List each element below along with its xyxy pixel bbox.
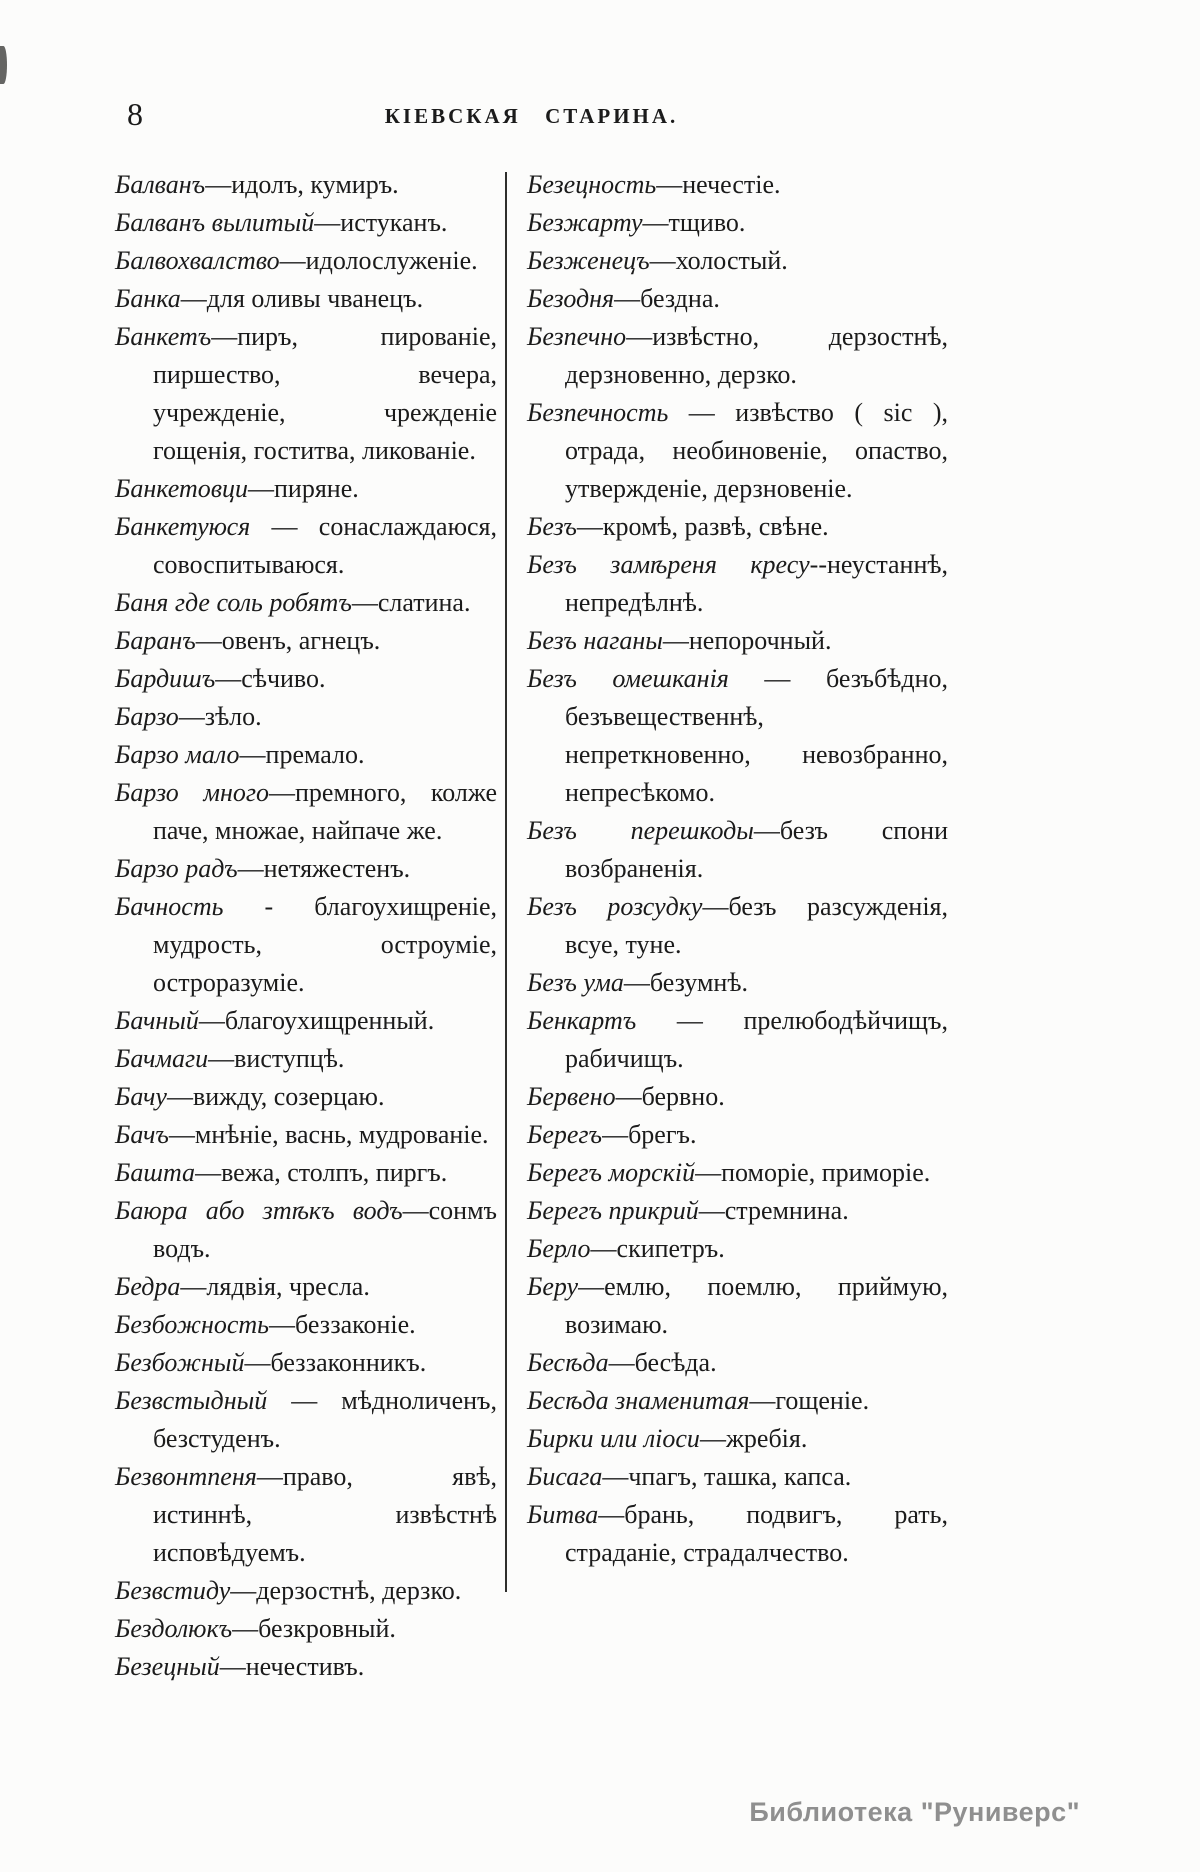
entry-definition: безъ разсужденія, всуе, туне. xyxy=(565,892,948,959)
entry-headword: Безвстиду xyxy=(115,1576,231,1605)
page-number: 8 xyxy=(127,96,143,132)
entry-headword: Башта xyxy=(115,1158,196,1187)
entry-separator: — xyxy=(698,1196,725,1225)
entry-definition: зѣло. xyxy=(204,702,262,731)
entry-definition: виступцѣ. xyxy=(234,1044,345,1073)
entry-separator: — xyxy=(702,892,729,921)
entry-separator: — xyxy=(195,626,222,655)
entry-definition: для оливы чванецъ. xyxy=(206,284,424,313)
entry-separator: — xyxy=(195,1158,222,1187)
entry-headword: Банкетуюся xyxy=(115,512,251,541)
entry-separator: — xyxy=(178,702,205,731)
entry-separator: -- xyxy=(809,550,827,579)
entry-definition: вижду, созерцаю. xyxy=(192,1082,385,1111)
entry-definition: непорочный. xyxy=(688,626,832,655)
entry-separator: — xyxy=(695,1158,722,1187)
entry-definition: емлю, поемлю, приймую, возимаю. xyxy=(565,1272,948,1339)
entry-separator: — xyxy=(269,1310,295,1339)
dictionary-entry xyxy=(527,1420,948,1458)
entry-definition: сѣчиво. xyxy=(241,664,326,693)
entry-separator: — xyxy=(626,322,653,351)
entry-headword: Берло xyxy=(527,1234,591,1263)
dictionary-entry xyxy=(527,1192,948,1230)
entry-definition: холостый. xyxy=(675,246,788,275)
entry-definition: извѣстно, дерзостнѣ, дерзновенно, дерзко. xyxy=(565,322,948,389)
entry-headword: Безъ розсудку xyxy=(527,892,703,921)
entry-separator: — xyxy=(749,1386,776,1415)
dictionary-entry xyxy=(115,850,497,888)
entry-definition: вежа, столпъ, пиргъ. xyxy=(221,1158,448,1187)
entry-definition: овенъ, агнецъ. xyxy=(221,626,381,655)
entry-separator: — xyxy=(649,246,676,275)
entry-separator: — xyxy=(642,208,669,237)
entry-definition: нетяжестенъ. xyxy=(263,854,411,883)
dictionary-entry xyxy=(115,774,497,850)
entry-headword: Безъ замѣреня кресу xyxy=(527,550,810,579)
dictionary-entry xyxy=(115,1344,497,1382)
dictionary-entry xyxy=(115,1002,497,1040)
entry-separator: — xyxy=(615,1082,642,1111)
dictionary-entry xyxy=(527,1002,948,1078)
entry-separator: — xyxy=(239,740,266,769)
entry-headword: Безъ перешкоды xyxy=(527,816,754,845)
entry-headword: Балвохвалство xyxy=(115,246,280,275)
entry-definition: брань, подвигъ, рать, страданіе, страдалчество. xyxy=(565,1500,948,1567)
entry-headword: Безжарту xyxy=(527,208,643,237)
entry-definition: премало. xyxy=(265,740,365,769)
entry-separator: — xyxy=(668,398,736,427)
entry-headword: Бачъ xyxy=(115,1120,169,1149)
entry-headword: Бесѣда знаменитая xyxy=(527,1386,750,1415)
entry-separator: — xyxy=(256,1462,283,1491)
entry-separator: — xyxy=(614,284,641,313)
dictionary-column-left xyxy=(115,166,497,1686)
entry-definition: благоухищреніе, мудрость, остроуміе, остроразуміе. xyxy=(153,892,497,997)
dictionary-entry xyxy=(115,1192,497,1268)
dictionary-entry xyxy=(527,318,948,394)
entry-headword: Баня где соль робятъ xyxy=(115,588,352,617)
dictionary-entry xyxy=(115,584,497,622)
entry-separator: — xyxy=(219,1652,246,1681)
entry-definition: сонмъ водъ. xyxy=(153,1196,497,1263)
entry-headword: Банкетовци xyxy=(115,474,249,503)
entry-separator: — xyxy=(166,1082,193,1111)
entry-definition: мнѣніе, васнь, мудрованіе. xyxy=(194,1120,489,1149)
entry-headword: Безвонтпеня xyxy=(115,1462,257,1491)
entry-headword: Бачность xyxy=(115,892,224,921)
dictionary-entry xyxy=(527,964,948,1002)
dictionary-entry xyxy=(527,242,948,280)
entry-headword: Битва xyxy=(527,1500,599,1529)
entry-definition: мѣдноличенъ, безстуденъ. xyxy=(153,1386,497,1453)
entry-definition: пиряне. xyxy=(274,474,359,503)
dictionary-entry xyxy=(527,622,948,660)
entry-headword: Бездолюкъ xyxy=(115,1614,233,1643)
entry-headword: Безъ наганы xyxy=(527,626,663,655)
entry-definition: кромѣ, развѣ, свѣне. xyxy=(602,512,829,541)
entry-headword: Берегъ прикрий xyxy=(527,1196,699,1225)
dictionary-entry xyxy=(115,1116,497,1154)
entry-definition: сонаслаждаюся, совоспитываюся. xyxy=(153,512,497,579)
dictionary-columns xyxy=(115,166,948,1686)
entry-definition: беззаконіе. xyxy=(295,1310,416,1339)
entry-definition: истуканъ. xyxy=(340,208,448,237)
entry-definition: дерзостнѣ, дерзко. xyxy=(256,1576,462,1605)
entry-separator: — xyxy=(598,1500,625,1529)
entry-headword: Бардишъ xyxy=(115,664,216,693)
dictionary-entry xyxy=(527,1496,948,1572)
entry-headword: Барзо мало xyxy=(115,740,240,769)
entry-separator: — xyxy=(168,1120,195,1149)
entry-headword: Балванъ xyxy=(115,170,206,199)
entry-separator: — xyxy=(351,588,378,617)
entry-separator: - xyxy=(223,892,315,921)
entry-separator: — xyxy=(230,1576,257,1605)
dictionary-entry xyxy=(115,1268,497,1306)
dictionary-entry xyxy=(527,1154,948,1192)
entry-separator: — xyxy=(208,1044,235,1073)
dictionary-entry xyxy=(527,888,948,964)
entry-definition: пиръ, пированіе, пиршество, вечера, учрежденіе, чрежденіе гощенія, гоститва, ликованіе. xyxy=(153,322,497,465)
entry-separator: — xyxy=(608,1348,635,1377)
entry-definition: безумнѣ. xyxy=(649,968,748,997)
dictionary-entry xyxy=(115,508,497,584)
entry-separator: — xyxy=(198,1006,225,1035)
entry-headword: Берегъ xyxy=(527,1120,603,1149)
dictionary-entry xyxy=(527,1382,948,1420)
entry-separator: — xyxy=(699,1424,726,1453)
entry-separator: — xyxy=(656,170,683,199)
entry-separator: — xyxy=(578,1272,605,1301)
entry-definition: бесѣда. xyxy=(634,1348,717,1377)
entry-headword: Барзо много xyxy=(115,778,269,807)
entry-separator: — xyxy=(636,1006,744,1035)
dictionary-entry xyxy=(115,318,497,470)
entry-headword: Безпечно xyxy=(527,322,627,351)
entry-definition: идолослуженіе. xyxy=(305,246,478,275)
entry-definition: благоухищренный. xyxy=(224,1006,435,1035)
entry-separator: — xyxy=(215,664,242,693)
entry-definition: жребія. xyxy=(725,1424,808,1453)
entry-definition: безъбѣдно, безъвещественнѣ, непреткновенно, невозбранно, непресѣкомо. xyxy=(565,664,948,807)
entry-headword: Баюра або зтѣкъ водъ xyxy=(115,1196,403,1225)
entry-separator: — xyxy=(248,474,275,503)
entry-headword: Бесѣда xyxy=(527,1348,609,1377)
watermark: Библиотека "Руниверс" xyxy=(749,1797,1080,1827)
entry-definition: брегъ. xyxy=(628,1120,697,1149)
dictionary-entry xyxy=(527,508,948,546)
entry-headword: Балванъ вылитый xyxy=(115,208,315,237)
dictionary-entry xyxy=(115,622,497,660)
entry-separator: — xyxy=(279,246,306,275)
dictionary-entry xyxy=(115,470,497,508)
dictionary-entry xyxy=(527,1078,948,1116)
dictionary-entry xyxy=(115,660,497,698)
entry-definition: идолъ, кумиръ. xyxy=(231,170,399,199)
entry-definition: премного, колже паче, множае, найпаче же. xyxy=(153,778,497,845)
entry-headword: Бисага xyxy=(527,1462,603,1491)
entry-headword: Безецность xyxy=(527,170,657,199)
entry-definition: стремнина. xyxy=(724,1196,849,1225)
entry-definition: извѣство ( sic ), отрада, необиновеніе, опаство, утвержденіе, дерзновеніе. xyxy=(565,398,949,503)
dictionary-entry xyxy=(527,660,948,812)
dictionary-entry xyxy=(115,204,497,242)
entry-separator: — xyxy=(244,1348,271,1377)
dictionary-entry xyxy=(115,1040,497,1078)
entry-separator: — xyxy=(211,322,238,351)
entry-headword: Барзо xyxy=(115,702,179,731)
dictionary-entry xyxy=(115,1648,497,1686)
entry-headword: Безпечность xyxy=(527,398,669,427)
entry-separator: — xyxy=(250,512,319,541)
entry-headword: Барзо радъ xyxy=(115,854,238,883)
entry-headword: Бедра xyxy=(115,1272,181,1301)
entry-definition: неустаннѣ, непредѣлнѣ. xyxy=(565,550,948,617)
entry-headword: Бенкартъ xyxy=(527,1006,637,1035)
entry-headword: Бачмаги xyxy=(115,1044,209,1073)
entry-definition: бервно. xyxy=(641,1082,725,1111)
entry-definition: беззаконникъ. xyxy=(270,1348,427,1377)
dictionary-entry xyxy=(527,204,948,242)
dictionary-entry xyxy=(115,736,497,774)
dictionary-entry xyxy=(115,888,497,1002)
entry-headword: Бирки или ліоси xyxy=(527,1424,700,1453)
entry-separator: — xyxy=(662,626,689,655)
entry-headword: Безъ ума xyxy=(527,968,624,997)
dictionary-entry xyxy=(115,1572,497,1610)
entry-separator: — xyxy=(602,1120,629,1149)
entry-headword: Безвстыдный xyxy=(115,1386,268,1415)
entry-definition: прелюбодѣйчищъ, рабичищъ. xyxy=(565,1006,948,1073)
entry-definition: безкровный. xyxy=(258,1614,396,1643)
entry-definition: право, явѣ, истиннѣ, извѣстнѣ исповѣдуемъ. xyxy=(153,1462,497,1567)
entry-separator: — xyxy=(402,1196,429,1225)
dictionary-entry xyxy=(115,242,497,280)
entry-headword: Безбожный xyxy=(115,1348,245,1377)
dictionary-entry xyxy=(527,394,948,508)
dictionary-entry xyxy=(115,698,497,736)
dictionary-entry xyxy=(115,280,497,318)
entry-separator: — xyxy=(180,284,207,313)
dictionary-column-right xyxy=(527,166,948,1572)
dictionary-entry xyxy=(527,166,948,204)
entry-separator: — xyxy=(602,1462,629,1491)
entry-separator: — xyxy=(590,1234,617,1263)
entry-separator: — xyxy=(205,170,232,199)
entry-separator: — xyxy=(268,778,295,807)
dictionary-entry xyxy=(527,1230,948,1268)
entry-headword: Берегъ морскій xyxy=(527,1158,696,1187)
entry-headword: Бервено xyxy=(527,1082,616,1111)
entry-headword: Безъ xyxy=(527,512,577,541)
entry-separator: — xyxy=(576,512,603,541)
entry-headword: Баранъ xyxy=(115,626,196,655)
entry-definition: нечестивъ. xyxy=(245,1652,365,1681)
dictionary-entry xyxy=(115,1382,497,1458)
entry-separator: — xyxy=(237,854,264,883)
entry-definition: скипетръ. xyxy=(616,1234,725,1263)
entry-headword: Беру xyxy=(527,1272,579,1301)
entry-separator: — xyxy=(180,1272,207,1301)
scan-edge-mark xyxy=(0,46,7,84)
entry-headword: Бачный xyxy=(115,1006,199,1035)
entry-definition: лядвія, чресла. xyxy=(206,1272,370,1301)
entry-separator: — xyxy=(232,1614,259,1643)
entry-headword: Безъ омешканія xyxy=(527,664,729,693)
dictionary-entry xyxy=(115,1154,497,1192)
entry-separator: — xyxy=(267,1386,342,1415)
running-title: КІЕВСКАЯ СТАРИНА. xyxy=(384,104,679,128)
entry-headword: Безодня xyxy=(527,284,615,313)
entry-headword: Безженецъ xyxy=(527,246,650,275)
entry-headword: Банкетъ xyxy=(115,322,212,351)
entry-definition: бездна. xyxy=(640,284,720,313)
entry-headword: Бачу xyxy=(115,1082,167,1111)
entry-headword: Безецный xyxy=(115,1652,220,1681)
entry-separator: — xyxy=(753,816,780,845)
entry-definition: поморіе, приморіе. xyxy=(721,1158,931,1187)
entry-definition: чпагъ, ташка, капса. xyxy=(628,1462,852,1491)
entry-definition: безъ спони возбраненія. xyxy=(565,816,948,883)
entry-definition: слатина. xyxy=(377,588,471,617)
dictionary-entry xyxy=(115,1306,497,1344)
dictionary-entry xyxy=(527,280,948,318)
entry-headword: Банка xyxy=(115,284,181,313)
dictionary-entry xyxy=(115,166,497,204)
dictionary-entry xyxy=(527,1344,948,1382)
dictionary-entry xyxy=(527,812,948,888)
dictionary-entry xyxy=(527,1268,948,1344)
entry-definition: гощеніе. xyxy=(775,1386,870,1415)
entry-definition: нечестіе. xyxy=(682,170,781,199)
dictionary-entry xyxy=(115,1610,497,1648)
entry-separator: — xyxy=(623,968,650,997)
dictionary-entry xyxy=(527,1458,948,1496)
dictionary-entry xyxy=(527,1116,948,1154)
entry-separator: — xyxy=(728,664,826,693)
dictionary-entry xyxy=(527,546,948,622)
entry-headword: Безбожность xyxy=(115,1310,269,1339)
dictionary-entry xyxy=(115,1458,497,1572)
dictionary-entry xyxy=(115,1078,497,1116)
entry-definition: тщиво. xyxy=(668,208,746,237)
entry-separator: — xyxy=(314,208,341,237)
